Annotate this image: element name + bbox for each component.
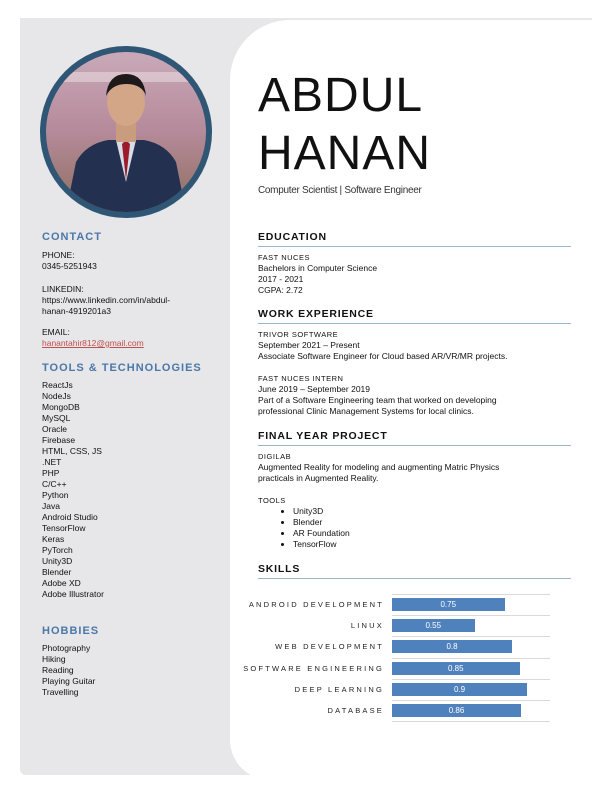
chart-value-label: 0.85 <box>447 663 464 673</box>
chart-category-label: DEEP LEARNING <box>294 684 384 694</box>
profile-photo <box>46 52 206 212</box>
education-degree: Bachelors in Computer Science <box>258 263 378 273</box>
job-company: FAST NUCES INTERN <box>258 374 344 383</box>
chart-gridline <box>392 615 550 616</box>
tool-item: Blender <box>42 567 72 577</box>
tool-item: .NET <box>42 457 62 467</box>
job-company: TRIVOR SOFTWARE <box>258 330 339 339</box>
tool-item: C/C++ <box>42 479 67 489</box>
education-heading: EDUCATION <box>258 231 571 247</box>
project-description: practicals in Augmented Reality. <box>258 473 379 483</box>
work-section <box>258 329 578 417</box>
linkedin-label: LINKEDIN: <box>42 284 84 294</box>
tool-item: Unity3D <box>42 556 73 566</box>
phone-value: 0345-5251943 <box>42 261 97 271</box>
education-cgpa: CGPA: 2.72 <box>258 285 303 295</box>
job-dates: September 2021 – Present <box>258 340 360 350</box>
job-dates: June 2019 – September 2019 <box>258 384 371 394</box>
last-name: HANAN <box>258 127 432 180</box>
tool-item: Python <box>42 490 69 500</box>
tool-item: MySQL <box>42 413 71 423</box>
tools-list <box>42 380 104 600</box>
tools-heading: TOOLS & TECHNOLOGIES <box>42 362 202 374</box>
education-section <box>258 252 578 296</box>
tool-item: Firebase <box>42 435 76 445</box>
tool-item: Keras <box>42 534 65 544</box>
hobby-item: Hiking <box>42 654 66 664</box>
education-years: 2017 - 2021 <box>258 274 304 284</box>
email-label: EMAIL: <box>42 327 70 337</box>
chart-gridline <box>392 700 550 701</box>
project-tool-item: • Unity3D <box>293 506 578 517</box>
skills-chart <box>243 590 578 730</box>
tool-item: PyTorch <box>42 545 73 555</box>
job-description: Associate Software Engineer for Cloud based AR/VR/MR projects. <box>258 351 508 361</box>
hobby-item: Reading <box>42 665 74 675</box>
contact-heading: CONTACT <box>42 231 102 243</box>
hobby-item: Playing Guitar <box>42 676 96 686</box>
tool-item: Oracle <box>42 424 68 434</box>
skills-heading: SKILLS <box>258 563 571 579</box>
chart-category-label: ANDROID DEVELOPMENT <box>248 600 384 609</box>
chart-gridline <box>392 594 550 595</box>
project-section <box>258 451 578 550</box>
tool-item: TensorFlow <box>42 523 86 533</box>
chart-value-label: 0.8 <box>446 642 458 652</box>
tool-item: Android Studio <box>42 512 98 522</box>
hobby-item: Travelling <box>42 687 79 697</box>
chart-gridline <box>392 679 550 680</box>
tool-item: Adobe Illustrator <box>42 589 104 599</box>
email-link[interactable]: hanantahir812@gmail.com <box>42 338 144 348</box>
chart-gridline <box>392 721 550 722</box>
project-name: DIGILAB <box>258 452 292 461</box>
tool-item: ReactJs <box>42 380 73 390</box>
tool-item: PHP <box>42 468 60 478</box>
tool-item: Java <box>42 501 60 511</box>
chart-category-label: DATABASE <box>327 706 384 715</box>
chart-gridline <box>392 658 550 659</box>
tool-item: Adobe XD <box>42 578 81 588</box>
hobbies-list <box>42 643 95 698</box>
chart-value-label: 0.75 <box>440 600 457 609</box>
professional-title: Computer Scientist | Software Engineer <box>258 185 422 196</box>
project-tool-item: • AR Foundation <box>293 528 578 539</box>
linkedin-url-line-2[interactable]: hanan-4919201a3 <box>42 306 112 316</box>
project-tool-item: • TensorFlow <box>293 539 578 550</box>
project-tools-label: TOOLS <box>258 496 286 505</box>
chart-category-label: LINUX <box>350 621 384 631</box>
project-tool-item: • Blender <box>293 517 578 528</box>
project-heading: FINAL YEAR PROJECT <box>258 430 571 446</box>
hobby-item: Photography <box>42 643 91 653</box>
tool-item: NodeJs <box>42 391 71 401</box>
chart-gridline <box>392 636 550 637</box>
work-heading: WORK EXPERIENCE <box>258 308 571 324</box>
linkedin-url-line-1[interactable]: https://www.linkedin.com/in/abdul- <box>42 295 171 305</box>
hobbies-heading: HOBBIES <box>42 625 100 637</box>
project-description: Augmented Reality for modeling and augmenting Matric Physics <box>258 462 500 472</box>
chart-value-label: 0.86 <box>448 706 465 715</box>
tool-item: HTML, CSS, JS <box>42 446 102 456</box>
first-name: ABDUL <box>258 69 424 122</box>
tool-item: MongoDB <box>42 402 80 412</box>
chart-value-label: 0.9 <box>453 684 466 694</box>
chart-category-label: SOFTWARE ENGINEERING <box>243 663 384 673</box>
job-description: Part of a Software Engineering team that worked on developing <box>258 395 497 405</box>
phone-label: PHONE: <box>42 250 75 260</box>
education-school: FAST NUCES <box>258 253 310 262</box>
chart-category-label: WEB DEVELOPMENT <box>275 642 384 652</box>
chart-value-label: 0.55 <box>425 621 442 631</box>
project-tools-list <box>258 506 578 550</box>
job-description: professional Clinic Management Systems for local clinics. <box>258 406 474 416</box>
